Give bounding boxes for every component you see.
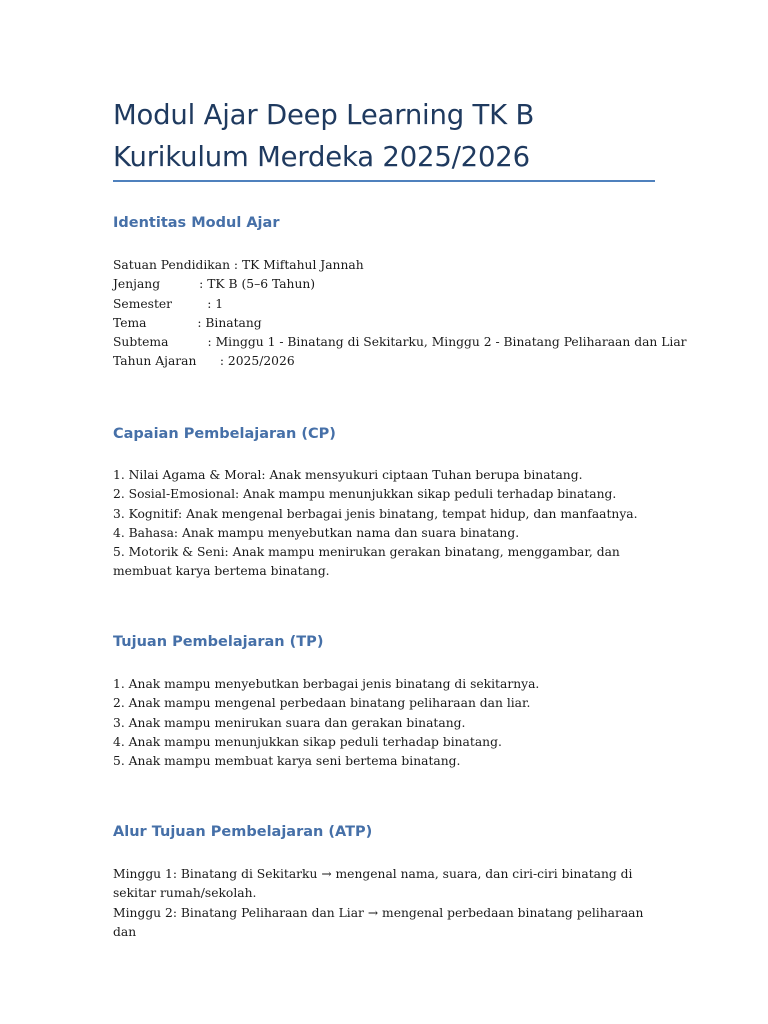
title-line-1: Modul Ajar Deep Learning TK B bbox=[113, 99, 535, 131]
tp-list bbox=[113, 675, 658, 771]
list-item: Minggu 1: Binatang di Sekitarku → mengenal nama, suara, dan ciri-ciri binatang di sekitar rumah/sekolah. bbox=[113, 867, 633, 901]
atp-list bbox=[113, 865, 658, 942]
identitas-block bbox=[113, 256, 687, 372]
list-item: 2. Sosial-Emosional: Anak mampu menunjukkan sikap peduli terhadap binatang. bbox=[113, 487, 617, 502]
cp-list bbox=[113, 466, 658, 582]
identitas-line: Subtema : Minggu 1 - Binatang di Sekitarku, Minggu 2 - Binatang Peliharaan dan Liar bbox=[113, 335, 687, 350]
identitas-line: Tema : Binatang bbox=[113, 315, 262, 330]
list-item: 3. Kognitif: Anak mengenal berbagai jenis binatang, tempat hidup, dan manfaatnya. bbox=[113, 506, 638, 521]
document-title bbox=[113, 94, 658, 178]
heading-capaian-pembelajaran: Capaian Pembelajaran (CP) bbox=[113, 426, 336, 442]
list-item: 5. Anak mampu membuat karya seni bertema binatang. bbox=[113, 754, 461, 769]
list-item: Minggu 2: Binatang Peliharaan dan Liar → mengenal perbedaan binatang peliharaan dan bbox=[113, 905, 644, 939]
heading-alur-tujuan-pembelajaran: Alur Tujuan Pembelajaran (ATP) bbox=[113, 824, 373, 840]
list-item: 2. Anak mampu mengenal perbedaan binatang peliharaan dan liar. bbox=[113, 696, 531, 711]
heading-identitas: Identitas Modul Ajar bbox=[113, 215, 280, 231]
list-item: 1. Anak mampu menyebutkan berbagai jenis binatang di sekitarnya. bbox=[113, 677, 540, 691]
identitas-line: Jenjang : TK B (5–6 Tahun) bbox=[113, 277, 316, 292]
list-item: 3. Anak mampu menirukan suara dan gerakan binatang. bbox=[113, 715, 466, 730]
list-item: 4. Anak mampu menunjukkan sikap peduli terhadap binatang. bbox=[113, 734, 502, 749]
title-underline bbox=[113, 180, 655, 182]
list-item: 4. Bahasa: Anak mampu menyebutkan nama dan suara binatang. bbox=[113, 525, 520, 540]
identitas-line: Semester : 1 bbox=[113, 296, 224, 311]
identitas-line: Satuan Pendidikan : TK Miftahul Jannah bbox=[113, 258, 364, 272]
identitas-line: Tahun Ajaran : 2025/2026 bbox=[113, 354, 295, 369]
title-line-2: Kurikulum Merdeka 2025/2026 bbox=[113, 141, 530, 173]
heading-tujuan-pembelajaran: Tujuan Pembelajaran (TP) bbox=[113, 634, 324, 650]
list-item: 1. Nilai Agama & Moral: Anak mensyukuri ciptaan Tuhan berupa binatang. bbox=[113, 468, 583, 482]
list-item: 5. Motorik & Seni: Anak mampu menirukan gerakan binatang, menggambar, dan membuat karya bertema binatang. bbox=[113, 545, 620, 579]
